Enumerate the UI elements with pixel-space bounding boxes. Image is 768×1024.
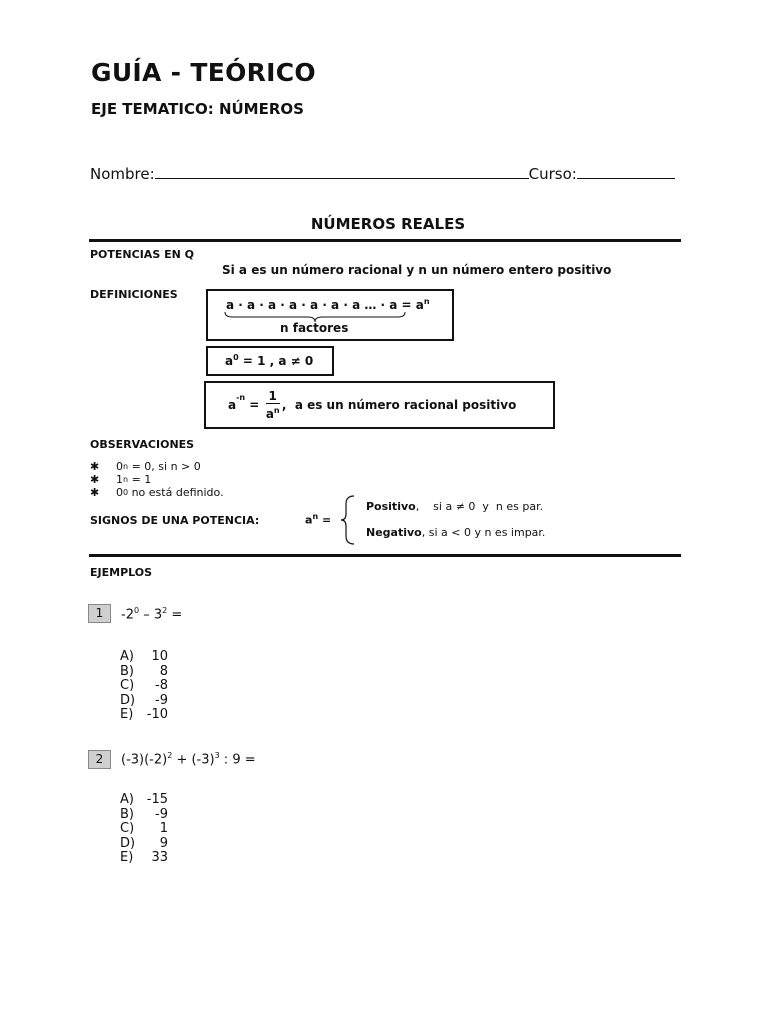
definition-box-product bbox=[206, 289, 454, 341]
section-divider-top bbox=[89, 239, 681, 242]
definition-box-zero-exponent bbox=[206, 346, 334, 376]
potencias-statement: Si a es un número racional y n un número entero positivo bbox=[222, 263, 612, 277]
zero-exponent-formula: $a^0 = 1$ , a ≠ 0 bbox=[225, 353, 314, 368]
answer-option[interactable]: A) -15 bbox=[120, 792, 168, 807]
definitions-label: DEFINICIONES bbox=[90, 288, 178, 301]
asterisk-bullet-icon: ✱ bbox=[90, 473, 100, 486]
answer-option[interactable]: D) 9 bbox=[120, 835, 168, 851]
negative-case: Negativo, si a < 0 y n es impar. bbox=[366, 526, 546, 539]
answer-option[interactable]: D) -9 bbox=[120, 692, 168, 708]
question-2-options bbox=[120, 793, 168, 866]
signs-expression: $a^n$ = bbox=[305, 512, 332, 527]
potencias-label: POTENCIAS EN Q bbox=[90, 248, 194, 261]
observations-label: OBSERVACIONES bbox=[90, 438, 195, 451]
name-blank[interactable] bbox=[155, 164, 529, 179]
question-2-expression: $(-3)(-2)^2 + (-3)^3$ : 9 = bbox=[121, 751, 256, 768]
asterisk-bullet-icon: ✱ bbox=[90, 460, 100, 473]
answer-option[interactable]: E) 33 bbox=[120, 850, 168, 865]
asterisk-bullet-icon: ✱ bbox=[90, 486, 100, 499]
positive-case: Positivo, si a ≠ 0 y n es par. bbox=[366, 500, 544, 513]
observation-item: ✱ 0 0 no está definido. bbox=[90, 486, 224, 499]
observations-list bbox=[90, 460, 224, 499]
negative-exponent-formula: a -n = $\frac{1}{a^n}$ , a es un número racional positivo bbox=[228, 389, 517, 421]
answer-option[interactable]: E) -10 bbox=[120, 707, 168, 722]
question-1-options bbox=[120, 650, 168, 723]
answer-option[interactable]: B) -9 bbox=[120, 806, 168, 822]
signs-cases bbox=[366, 500, 545, 539]
course-label: Curso: bbox=[528, 165, 577, 183]
examples-label: EJEMPLOS bbox=[90, 566, 153, 579]
signs-label: SIGNOS DE UNA POTENCIA: bbox=[90, 514, 260, 527]
fraction: $\frac{1}{a^n}$ bbox=[265, 389, 280, 421]
student-info-row bbox=[90, 164, 675, 183]
answer-option[interactable]: C) 1 bbox=[120, 821, 168, 836]
left-brace-icon bbox=[340, 495, 356, 545]
question-number-badge: 1 bbox=[88, 604, 111, 623]
answer-option[interactable]: C) -8 bbox=[120, 678, 168, 693]
definition-box-negative-exponent bbox=[204, 381, 555, 429]
name-label: Nombre: bbox=[90, 165, 155, 183]
brace-label: n factores bbox=[280, 321, 349, 335]
page-title: GUÍA - TEÓRICO bbox=[91, 58, 316, 87]
answer-option[interactable]: A) 10 bbox=[120, 649, 168, 664]
question-1-expression: $-2^0 - 3^2$ = bbox=[121, 606, 183, 623]
section-title: NÚMEROS REALES bbox=[310, 215, 466, 233]
observation-item: ✱ 0 n = 0, si n > 0 bbox=[90, 460, 201, 473]
page-subtitle: EJE TEMATICO: NÚMEROS bbox=[91, 100, 304, 118]
observation-item: ✱ 1 n = 1 bbox=[90, 473, 152, 486]
product-formula: a · a · a · a · a · a · a … · $a = a^n$ bbox=[226, 297, 430, 312]
section-divider-bottom bbox=[89, 554, 681, 557]
course-blank[interactable] bbox=[577, 164, 675, 179]
question-number-badge: 2 bbox=[88, 750, 111, 769]
answer-option[interactable]: B) 8 bbox=[120, 663, 168, 679]
